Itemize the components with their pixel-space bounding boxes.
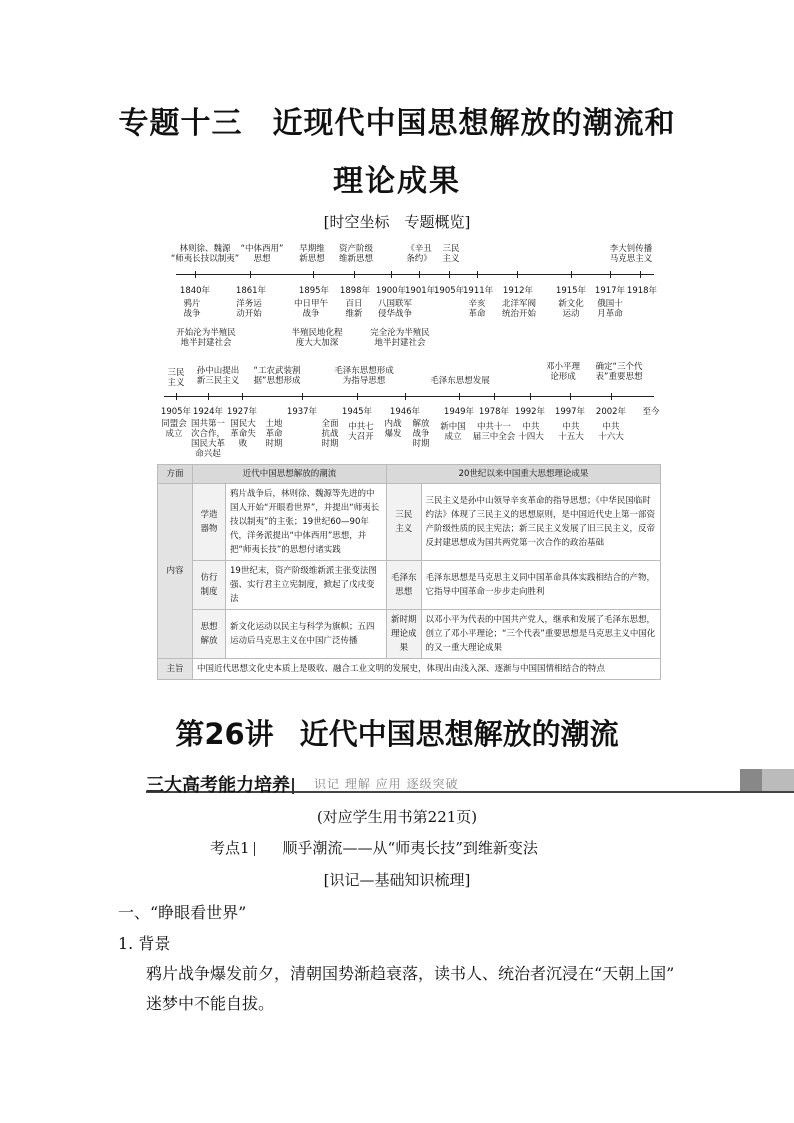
timeline-year: 1949年 — [443, 407, 475, 417]
timeline-year: 1901年 — [405, 286, 436, 296]
cell-text: 以邓小平为代表的中国共产党人，继承和发展了毛泽东思想，创立了邓小平理论；“三个代表”重要思想是马克思主义中国化的又一重大理论成果 — [421, 610, 660, 659]
timeline-year: 1840年 — [179, 286, 211, 296]
cell-text: 鸦片战争后，林则徐、魏源等先进的中国人开始“开眼看世界”，并提出“师夷长技以制夷”的主张；19世纪60—90年代，洋务派提出“中体西用”思想，并把“师夷长技”的思想付诸实践 — [226, 484, 387, 561]
cell-sub: 学造 器物 — [193, 484, 226, 561]
timeline-year: 1992年 — [514, 407, 546, 417]
timeline-year: 1895年 — [298, 286, 330, 296]
chapter-title-line2: 理论成果 — [333, 164, 461, 199]
timeline-year: 1997年 — [554, 407, 586, 417]
timeline-event: 俄国十 月革命 — [597, 299, 623, 319]
timeline-tick — [419, 271, 420, 278]
timeline-tick — [195, 271, 196, 278]
timeline-year: 1861年 — [235, 286, 267, 296]
cell-sub: 三民 主义 — [387, 484, 422, 561]
timeline-event: “工农武装割 据”思想形成 — [253, 366, 301, 386]
table-row — [158, 484, 661, 561]
timeline-event: 资产阶级 维新思想 — [338, 244, 373, 264]
timeline-event: 解放 战争 时期 — [412, 419, 430, 449]
band-block — [762, 769, 794, 791]
timeline-event: 八国联军 侵华战争 — [377, 299, 412, 319]
timeline-event: 毛泽东思想形成 为指导思想 — [334, 366, 394, 386]
timeline-event: 同盟会 成立 — [161, 419, 187, 439]
section-band — [146, 769, 794, 796]
timeline-event: 三民 主义 — [442, 244, 460, 264]
timeline-era: 半殖民地化程 度大大加深 — [291, 328, 343, 348]
paragraph-line: 鸦片战争爆发前夕，清朝国势渐趋衰落，读书人、统治者沉浸在“天朝上国” — [146, 964, 675, 983]
timeline-year: 1918年 — [626, 286, 658, 296]
timeline-tick — [208, 393, 209, 400]
timeline-year: 1900年 — [375, 286, 407, 296]
paragraph-line: 迷梦中不能自拔。 — [146, 994, 275, 1013]
timeline-axis — [164, 396, 654, 397]
band-sublabel: 识记 理解 应用 逐级突破 — [314, 777, 459, 791]
timeline-year: 1917年 — [594, 286, 626, 296]
timeline-event: 三民 主义 — [167, 368, 185, 388]
cell-text: 三民主义是孙中山领导辛亥革命的指导思想；《中华民国临时约法》体现了三民主义的思想原则，是中国近代史上第一部资产阶级性质的民主宪法；新三民主义发展了旧三民主义，反帝反封建思想成为国共两党第一次合作的政治基础 — [421, 484, 660, 561]
timeline-event: 新中国 成立 — [440, 422, 466, 442]
timeline-year: 1915年 — [555, 286, 587, 296]
timeline-tick — [357, 393, 358, 400]
timeline-event: 洋务运 动开始 — [236, 299, 262, 319]
timeline-event: 土地 革命 时期 — [265, 419, 283, 449]
table-row — [158, 561, 661, 610]
item-heading: 1. 背景 — [118, 934, 171, 953]
kaodian-heading — [210, 837, 538, 858]
timeline-event: 邓小平理 论形成 — [545, 362, 580, 382]
timeline-year: 1911年 — [463, 286, 494, 296]
timeline-axis — [176, 274, 654, 275]
timeline-event: “中体西用” 思想 — [240, 244, 284, 264]
summary-table — [157, 464, 661, 680]
timeline-year: 1927年 — [226, 407, 258, 417]
timeline-event: 中日甲午 战争 — [293, 299, 328, 319]
table-header: 方面 — [158, 465, 193, 484]
cell-sub: 毛泽东 思想 — [387, 561, 422, 610]
timeline-tick — [570, 393, 571, 400]
chapter-title: 专题十三 近现代中国思想解放的潮流和 — [118, 106, 676, 141]
timeline-tick — [176, 393, 177, 400]
timeline-event: 林则徐、魏源 “师夷长技以制夷” — [170, 244, 240, 264]
cell-text: 毛泽东思想是马克思主义同中国革命具体实践相结合的产物，它指导中国革命一步步走向胜利 — [421, 561, 660, 610]
timeline-event: 中共 十六大 — [598, 422, 624, 442]
timeline-event: 国民大 革命失 败 — [230, 419, 256, 449]
timeline-tick — [494, 393, 495, 400]
timeline-year: 1946年 — [389, 407, 421, 417]
timeline-event: 中共 十五大 — [558, 422, 584, 442]
timeline-tick — [477, 271, 478, 278]
timeline-era: 开始沦为半殖民 地半封建社会 — [176, 328, 236, 348]
timeline-year: 1937年 — [286, 407, 318, 417]
timeline-event: 全面 抗战 时期 — [321, 419, 339, 449]
timeline-event: 李大钊传播 马克思主义 — [609, 244, 653, 264]
timeline-year: 至今 — [642, 407, 660, 417]
table-header: 近代中国思想解放的潮流 — [193, 465, 387, 484]
timeline-tick — [610, 271, 611, 278]
timeline-event: 毛泽东思想发展 — [430, 376, 490, 386]
timeline-event: 新文化 运动 — [558, 299, 584, 319]
timeline-tick — [449, 271, 450, 278]
timeline-tick — [405, 393, 406, 400]
lecture-title: 第26讲 近代中国思想解放的潮流 — [175, 717, 619, 751]
timeline-tick — [530, 393, 531, 400]
timeline-event: 北洋军阀 统治开始 — [501, 299, 536, 319]
timeline-era: 完全沦为半殖民 地半封建社会 — [370, 328, 430, 348]
cell-sub: 思想 解放 — [193, 610, 226, 659]
table-row — [158, 610, 661, 659]
kaodian-title: 顺乎潮流——从“师夷长技”到维新变法 — [282, 839, 538, 857]
row-label: 内容 — [158, 484, 193, 659]
timeline-year: 1945年 — [341, 407, 373, 417]
timeline-tick — [611, 393, 612, 400]
section-subhead: [时空坐标 专题概览] — [323, 213, 471, 231]
timeline-year: 1898年 — [339, 286, 371, 296]
cell-sub: 仿行 制度 — [193, 561, 226, 610]
timeline-tick — [391, 271, 392, 278]
timeline-tick — [459, 393, 460, 400]
table-row — [158, 659, 661, 680]
timeline-event: 国共第一 次合作， 国民大革 命兴起 — [190, 419, 225, 459]
timeline-tick — [313, 271, 314, 278]
timeline-event: 早期维 新思想 — [299, 244, 325, 264]
timeline-tick — [250, 271, 251, 278]
table-header: 20世纪以来中国重大思想理论成果 — [387, 465, 661, 484]
reference-note: (对应学生用书第221页) — [316, 808, 478, 826]
timeline-year: 2002年 — [595, 407, 627, 417]
timeline-tick — [242, 393, 243, 400]
timeline-event: 孙中山提出 新三民主义 — [196, 366, 240, 386]
cell-text: 新文化运动以民主与科学为旗帜；五四运动后马克思主义在中国广泛传播 — [226, 610, 387, 659]
timeline-year: 1905年 — [160, 407, 192, 417]
divider — [254, 842, 255, 856]
timeline-event: 中共 十四大 — [518, 422, 544, 442]
timeline-event: 百日 维新 — [345, 299, 363, 319]
timeline-event: 《辛丑 条约》 — [406, 244, 432, 264]
timeline-tick — [571, 271, 572, 278]
cell-text: 19世纪末，资产阶级维新派主张变法图强、实行君主立宪制度，掀起了戊戌变法 — [226, 561, 387, 610]
timeline-event: 确定“三个代 表”重要思想 — [595, 362, 643, 382]
timeline-event: 鸦片 战争 — [183, 299, 201, 319]
timeline-tick — [302, 393, 303, 400]
timeline-year: 1924年 — [192, 407, 224, 417]
timeline-event: 中共十一 届三中全会 — [472, 422, 516, 442]
band-block — [740, 769, 762, 791]
timeline-year: 1912年 — [502, 286, 534, 296]
timeline-event: 内战 爆发 — [384, 419, 402, 439]
section-heading: 一、“睁眼看世界” — [118, 903, 247, 922]
timeline-year: 1978年 — [478, 407, 510, 417]
band-label: 三大高考能力培养 — [146, 771, 294, 797]
timeline-tick — [517, 271, 518, 278]
kaodian-label: 考点1 — [210, 839, 250, 857]
cell-text: 中国近代思想文化史本质上是吸收、融合工业文明的发展史，体现出由浅入深、逐渐与中国国情相结合的特点 — [193, 659, 661, 680]
timeline-tick — [354, 271, 355, 278]
timeline-event: 辛亥 革命 — [468, 299, 486, 319]
timeline-event: 中共七 大召开 — [348, 422, 374, 442]
timeline-year: 1905年 — [434, 286, 465, 296]
timeline-tick — [640, 271, 641, 278]
sub-heading: [识记—基础知识梳理] — [323, 871, 471, 889]
row-label: 主旨 — [158, 659, 193, 680]
cell-sub: 新时期 理论成 果 — [387, 610, 422, 659]
